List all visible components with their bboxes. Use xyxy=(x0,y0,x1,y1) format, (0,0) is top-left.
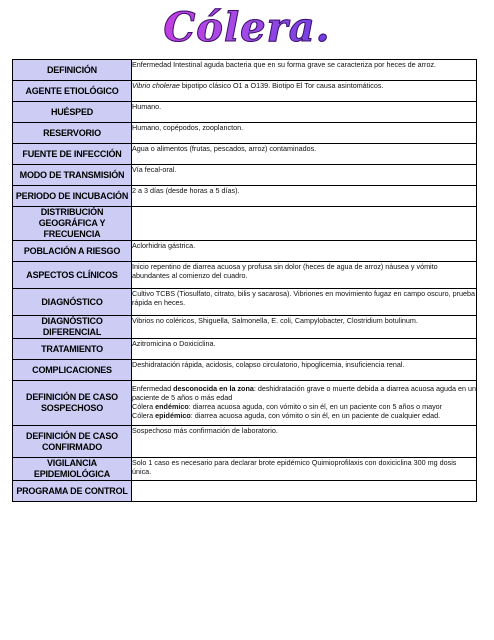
row-label-complicaciones: COMPLICACIONES xyxy=(13,360,132,381)
row-label-distribucion-geografica: DISTRIBUCIÓN GEOGRÁFICA Y FRECUENCIA xyxy=(13,207,132,241)
row-label-caso-confirmado: DEFINICIÓN DE CASO CONFIRMADO xyxy=(13,426,132,458)
table-row xyxy=(13,186,477,207)
row-value-fuente-infeccion: Agua o alimentos (frutas, pescados, arroz) contaminados. xyxy=(132,144,477,165)
table-row xyxy=(13,60,477,81)
organism-name: Vibrio cholerae xyxy=(132,81,180,90)
row-label-huesped: HUÉSPED xyxy=(13,102,132,123)
table-row xyxy=(13,360,477,381)
row-label-fuente-infeccion: FUENTE DE INFECCIÓN xyxy=(13,144,132,165)
row-label-diagnostico: DIAGNÓSTICO xyxy=(13,289,132,316)
row-value-vigilancia-epidemiologica: Solo 1 caso es necesario para declarar brote epidémico Quimioprofilaxis con doxiciclina 300 mg dosis única. xyxy=(132,458,477,481)
row-label-caso-sospechoso: DEFINICIÓN DE CASO SOSPECHOSO xyxy=(13,381,132,426)
row-value-caso-sospechoso xyxy=(132,381,477,426)
table-row xyxy=(13,241,477,262)
row-label-vigilancia-epidemiologica: VIGILANCIA EPIDEMIOLÓGICA xyxy=(13,458,132,481)
sospechoso-line: Cólera endémico: diarrea acuosa aguda, con vómito o sin él, en un paciente con 5 años o mayor xyxy=(132,402,443,411)
row-label-programa-control: PROGRAMA DE CONTROL xyxy=(13,481,132,502)
row-label-reservorio: RESERVORIO xyxy=(13,123,132,144)
table-row xyxy=(13,144,477,165)
page-title-banner xyxy=(0,2,494,56)
row-value-complicaciones: Deshidratación rápida, acidosis, colapso circulatorio, hipoglicemia, insuficiencia renal. xyxy=(132,360,477,381)
row-value-reservorio: Humano, copépodos, zooplancton. xyxy=(132,123,477,144)
table-row xyxy=(13,123,477,144)
row-value-periodo-incubacion: 2 a 3 días (desde horas a 5 días). xyxy=(132,186,477,207)
row-value-poblacion-riesgo: Aclorhidria gástrica. xyxy=(132,241,477,262)
row-label-modo-transmision: MODO DE TRANSMISIÓN xyxy=(13,165,132,186)
row-label-aspectos-clinicos: ASPECTOS CLÍNICOS xyxy=(13,262,132,289)
agente-etiologico-text: bipotipo clásico O1 a O139. Biotipo El Tor causa asintomáticos. xyxy=(179,81,384,90)
table-row xyxy=(13,289,477,316)
table-row xyxy=(13,262,477,289)
table-row xyxy=(13,426,477,458)
table-row xyxy=(13,316,477,339)
row-value-caso-confirmado: Sospechoso más confirmación de laboratorio. xyxy=(132,426,477,458)
row-value-distribucion-geografica xyxy=(132,207,477,241)
row-value-tratamiento: Azitromicina o Doxiciclina. xyxy=(132,339,477,360)
table-row xyxy=(13,339,477,360)
row-label-definicion: DEFINICIÓN xyxy=(13,60,132,81)
sospechoso-line: Enfermedad desconocida en la zona: deshidratación grave o muerte debida a diarrea acuosa aguda en un paciente de 5 años o más edad xyxy=(132,384,477,402)
row-label-tratamiento: TRATAMIENTO xyxy=(13,339,132,360)
table-row xyxy=(13,381,477,426)
row-value-modo-transmision: Vía fecal-oral. xyxy=(132,165,477,186)
row-value-programa-control xyxy=(132,481,477,502)
row-label-periodo-incubacion: PERIODO DE INCUBACIÓN xyxy=(13,186,132,207)
table-row xyxy=(13,81,477,102)
table-row xyxy=(13,207,477,241)
table-row xyxy=(13,165,477,186)
row-value-definicion: Enfermedad Intestinal aguda bacteria que en su forma grave se caracteriza por heces de arroz. xyxy=(132,60,477,81)
row-value-diagnostico-diferencial: Vibrios no coléricos, Shiguella, Salmonella, E. coli, Campylobacter, Clostridium botulinum. xyxy=(132,316,477,339)
row-label-diagnostico-diferencial: DIAGNÓSTICO DIFERENCIAL xyxy=(13,316,132,339)
disease-info-table xyxy=(12,59,477,502)
table-row xyxy=(13,481,477,502)
row-label-poblacion-riesgo: POBLACIÓN A RIESGO xyxy=(13,241,132,262)
row-value-aspectos-clinicos: Inicio repentino de diarrea acuosa y profusa sin dolor (heces de agua de arroz) náusea y vómito abundantes al comienzo del cuadro. xyxy=(132,262,477,289)
row-label-agente-etiologico: AGENTE ETIOLÓGICO xyxy=(13,81,132,102)
row-value-agente-etiologico xyxy=(132,81,477,102)
table-row xyxy=(13,458,477,481)
row-value-huesped: Humano. xyxy=(132,102,477,123)
row-value-diagnostico: Cultivo TCBS (Tiosulfato, citrato, bilis y sacarosa). Vibriones en movimiento fugaz en campo oscuro, prueba rápida en heces. xyxy=(132,289,477,316)
sospechoso-line: Cólera epidémico: diarrea acuosa aguda, con vómito o sin él, en un paciente de cualquier edad. xyxy=(132,411,441,420)
page-title: Cólera. xyxy=(163,2,330,54)
table-row xyxy=(13,102,477,123)
